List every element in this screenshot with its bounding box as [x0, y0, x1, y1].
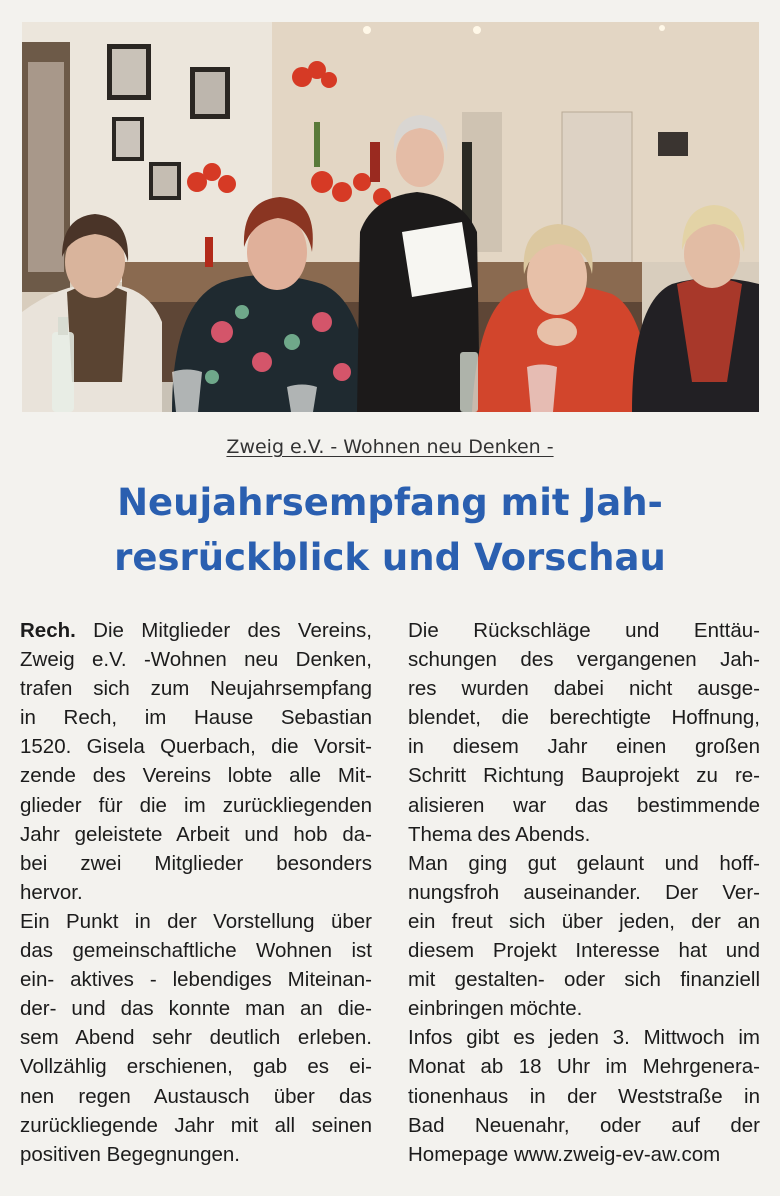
body-line: der- und das konnte man an die- [20, 997, 372, 1021]
body-line: Die Rückschläge und Enttäu- [408, 619, 760, 642]
article-column-left [20, 616, 372, 1169]
kicker: Zweig e.V. - Wohnen neu Denken - [226, 436, 554, 458]
body-line: das gemeinschaftliche Wohnen ist [20, 939, 372, 963]
body-line: tionenhaus in der Weststraße in [408, 1084, 760, 1108]
body-line: Schritt Richtung Bauprojekt zu re- [408, 764, 760, 788]
body-line: bei zwei Mitglieder besonders [20, 851, 372, 875]
body-line: nungsfroh auseinander. Der Ver- [408, 880, 760, 904]
headline-line: Neujahrsempfang mit Jah- [117, 481, 663, 524]
body-line: mit gestalten- oder sich finanziell [408, 968, 760, 992]
body-line: einbringen möchte. [408, 997, 583, 1021]
body-line: hervor. [20, 880, 83, 904]
body-line: zende des Vereins lobte alle Mit- [20, 764, 372, 788]
body-line: glieder für die im zurückliegenden [20, 793, 372, 817]
body-line: Bad Neuenahr, oder auf der [408, 1113, 760, 1137]
body-line: Ein Punkt in der Vorstellung über [20, 909, 372, 933]
body-line: Infos gibt es jeden 3. Mittwoch im [408, 1026, 760, 1050]
lead-dateline: Rech. [20, 619, 76, 642]
body-line: alisieren war das bestimmende [408, 793, 760, 817]
body-line: Thema des Abends. [408, 822, 591, 846]
body-line: Man ging gut gelaunt und hoff- [408, 851, 760, 875]
body-line: in Rech, im Hause Sebastian [20, 706, 372, 730]
article-photo [22, 22, 759, 412]
body-line: in diesem Jahr einen großen [408, 735, 760, 759]
body-line: Jahr geleistete Arbeit und hob da- [20, 822, 372, 846]
body-line: Monat ab 18 Uhr im Mehrgenera- [408, 1055, 760, 1079]
body-line: zurückliegende Jahr mit all seinen [20, 1113, 372, 1137]
body-line: ein- aktives - lebendiges Miteinan- [20, 968, 372, 992]
body-line: trafen sich zum Neujahrsempfang [20, 677, 372, 701]
event-photo-icon [22, 22, 759, 412]
headline-line: resrückblick und Vorschau [114, 536, 666, 579]
article-column-right [408, 616, 760, 1169]
body-line: diesem Projekt Interesse hat und [408, 939, 760, 963]
body-line: Zweig e.V. -Wohnen neu Denken, [20, 648, 372, 672]
body-line: Vollzählig erschienen, gab es ei- [20, 1055, 372, 1079]
headline [20, 475, 760, 585]
body-line: 1520. Gisela Querbach, die Vorsit- [20, 735, 372, 759]
body-line: nen regen Austausch über das [20, 1084, 372, 1108]
body-line: sem Abend sehr deutlich erleben. [20, 1026, 372, 1050]
body-line: Rech. Die Mitglieder des Vereins, [20, 619, 372, 642]
body-line: blendet, die berechtigte Hoffnung, [408, 706, 760, 730]
body-line: ein freut sich über jeden, der an [408, 909, 760, 933]
body-line: schungen des vergangenen Jah- [408, 648, 760, 672]
body-line: positiven Begegnungen. [20, 1142, 240, 1166]
body-line: Homepage www.zweig-ev-aw.com [408, 1142, 721, 1166]
body-line: res wurden dabei nicht ausge- [408, 677, 760, 701]
